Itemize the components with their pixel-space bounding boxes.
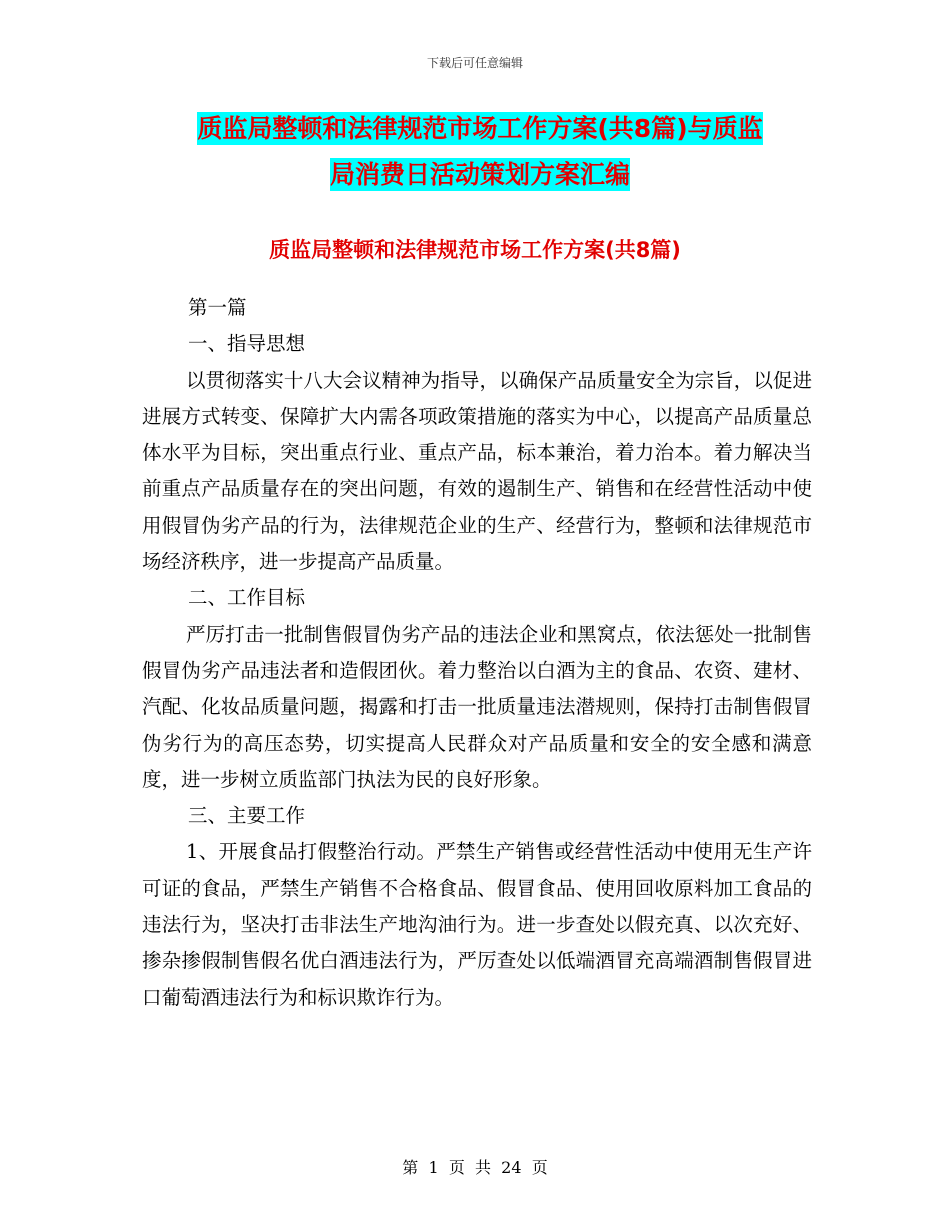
paragraph-work-goals: 严厉打击一批制售假冒伪劣产品的违法企业和黑窝点，依法惩处一批制售假冒伪劣产品违法者和造假团伙。着力整治以白酒为主的食品、农资、建材、汽配、化妆品质量问题，揭露和打击一批质量违法潜规则，保持打击制售假冒伪劣行为的高压态势，切实提高人民群众对产品质量和安全的安全感和满意度，进一步树立质监部门执法为民的良好形象。	[142, 622, 812, 791]
header-note: 下载后可任意编辑	[426, 56, 523, 70]
document-title	[140, 106, 820, 198]
paragraph-main-work: 1、开展食品打假整治行动。严禁生产销售或经营性活动中使用无生产许可证的食品，严禁生产销售不合格食品、假冒食品、使用回收原料加工食品的违法行为，坚决打击非法生产地沟油行为。进一步查处以假充真、以次充好、掺杂掺假制售假名优白酒违法行为，严厉查处以低端酒冒充高端酒制售假冒进口葡萄酒违法行为和标识欺诈行为。	[142, 840, 812, 1009]
document-subtitle: 质监局整顿和法律规范市场工作方案(共8篇)	[269, 238, 681, 262]
part-label: 第一篇	[188, 296, 247, 319]
document-body	[142, 290, 812, 1016]
section-heading-guiding-principle: 一、指导思想	[188, 332, 306, 356]
section-heading-main-work: 三、主要工作	[188, 804, 306, 828]
page-number-footer: 第 1 页 共 24 页	[402, 1158, 548, 1177]
title-line-2: 局消费日活动策划方案汇编	[329, 160, 630, 189]
paragraph-guiding-principle: 以贯彻落实十八大会议精神为指导，以确保产品质量安全为宗旨，以促进进展方式转变、保障扩大内需各项政策措施的落实为中心，以提高产品质量总体水平为目标，突出重点行业、重点产品，标本兼治，着力治本。着力解决当前重点产品质量存在的突出问题，有效的遏制生产、销售和在经营性活动中使用假冒伪劣产品的行为，法律规范企业的生产、经营行为，整顿和法律规范市场经济秩序，进一步提高产品质量。	[142, 368, 812, 574]
title-line-1: 质监局整顿和法律规范市场工作方案(共8篇)与质监	[197, 114, 763, 143]
section-heading-work-goals: 二、工作目标	[188, 586, 306, 610]
